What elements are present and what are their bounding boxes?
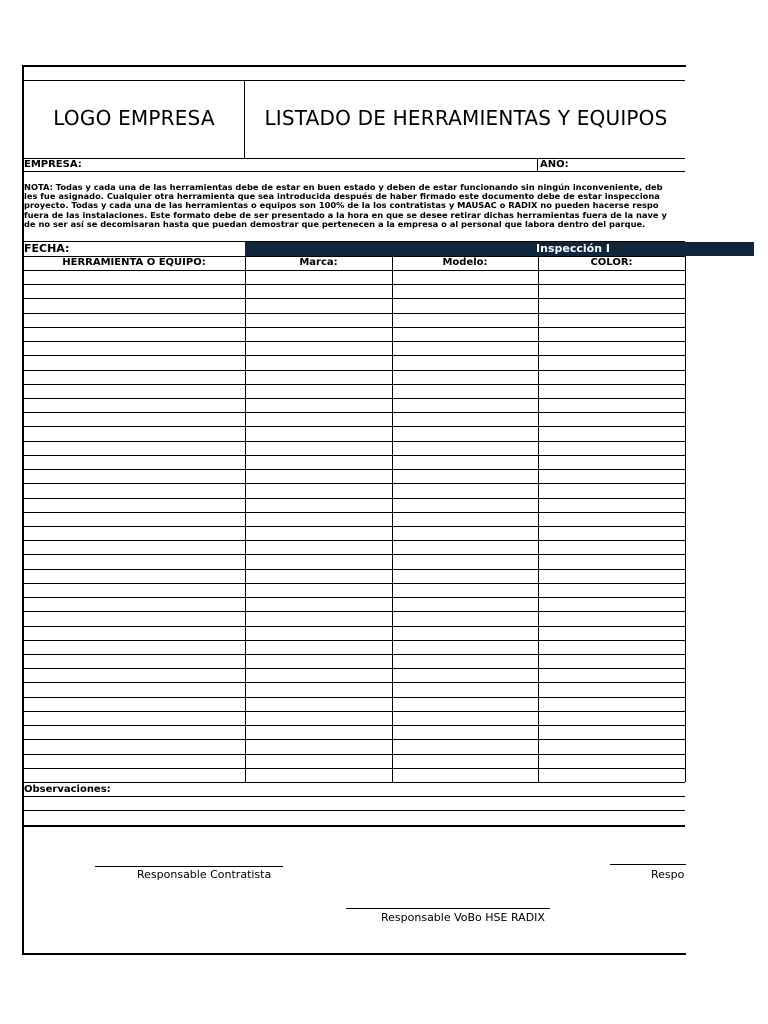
signature-line-contratista <box>95 866 283 867</box>
table-row-line <box>23 313 685 314</box>
table-row-line <box>23 483 685 484</box>
anio-divider <box>537 158 538 171</box>
header-divider <box>244 80 245 158</box>
note-line: fuera de las instalaciones. Este formato debe de ser presentado a la hora en que se desee retirar dichas herramientas fuera de la nave y <box>24 210 667 220</box>
table-row-line <box>23 611 685 612</box>
anio-label: AÑO: <box>540 159 569 170</box>
table-column-line <box>245 256 246 782</box>
note-line: les fue asignado. Cualquier otra herramienta que sea introducida después de haber firmado este documento debe de estar inspecciona <box>24 192 660 202</box>
table-row-line <box>23 739 685 740</box>
header-bottom-line <box>23 158 685 159</box>
signature-line-hse <box>346 908 550 909</box>
table-row-line <box>23 640 685 641</box>
table-row-line <box>23 512 685 513</box>
observations-label: Observaciones: <box>24 784 111 795</box>
table-row-line <box>23 540 685 541</box>
signature-label-right: Respo <box>651 868 685 881</box>
table-row-line <box>23 654 685 655</box>
column-header-modelo: Modelo: <box>442 257 488 268</box>
table-row-line <box>23 398 685 399</box>
column-header-herramienta: HERRAMIENTA O EQUIPO: <box>62 257 206 268</box>
signature-label-hse: Responsable VoBo HSE RADIX <box>381 911 545 924</box>
table-row-line <box>23 668 685 669</box>
table-row-line <box>23 626 685 627</box>
table-row-line <box>23 682 685 683</box>
table-row-line <box>23 455 685 456</box>
table-row-line <box>23 426 685 427</box>
signature-line-right <box>610 864 686 865</box>
note-paragraph <box>24 183 685 231</box>
fecha-label: FECHA: <box>24 242 70 255</box>
table-column-line <box>392 256 393 782</box>
table-row-line <box>23 782 685 783</box>
empresa-row-bottom <box>23 171 685 172</box>
inspection-band-label: Inspección I <box>536 242 610 255</box>
observations-line <box>23 810 685 811</box>
table-row-line <box>23 370 685 371</box>
signature-label-contratista: Responsable Contratista <box>137 868 272 881</box>
frame-top-border <box>22 65 686 67</box>
table-row-line <box>23 327 685 328</box>
table-row-line <box>23 412 685 413</box>
observations-line <box>23 796 685 797</box>
table-row-line <box>23 725 685 726</box>
table-row-line <box>23 526 685 527</box>
empresa-label: EMPRESA: <box>24 159 82 170</box>
table-row-line <box>23 384 685 385</box>
column-header-color: COLOR: <box>590 257 633 268</box>
logo-placeholder: LOGO EMPRESA <box>53 106 215 130</box>
table-row-line <box>23 270 685 271</box>
table-row-line <box>23 554 685 555</box>
table-row-line <box>23 711 685 712</box>
observations-bottom-border <box>23 825 685 827</box>
table-row-line <box>23 754 685 755</box>
note-line: NOTA: Todas y cada una de las herramientas debe de estar en buen estado y deben de estar funcionando sin ningún inconveniente, deb <box>24 183 663 192</box>
inspection-band <box>245 242 754 256</box>
table-row-line <box>23 355 685 356</box>
frame-bottom-border <box>22 953 686 955</box>
table-row-line <box>23 469 685 470</box>
table-row-line <box>23 597 685 598</box>
table-row-line <box>23 298 685 299</box>
column-header-marca: Marca: <box>299 257 338 268</box>
table-row-line <box>23 498 685 499</box>
note-line: proyecto. Todas y cada una de las herramientas o equipos son 100% de la los contratistas y MAUSAC o RADIX no pueden hacerse respo <box>24 201 659 211</box>
table-row-line <box>23 569 685 570</box>
table-row-line <box>23 583 685 584</box>
page-title: LISTADO DE HERRAMIENTAS Y EQUIPOS <box>264 106 668 130</box>
header-top-line <box>23 80 685 81</box>
table-row-line <box>23 697 685 698</box>
table-column-line <box>685 256 686 782</box>
note-line: de no ser así se decomisaran hasta que puedan demostrar que pertenecen a la empresa o al personal que labora dentro del parque. <box>24 219 646 229</box>
table-row-line <box>23 441 685 442</box>
table-column-line <box>538 256 539 782</box>
table-row-line <box>23 284 685 285</box>
table-row-line <box>23 768 685 769</box>
table-row-line <box>23 341 685 342</box>
